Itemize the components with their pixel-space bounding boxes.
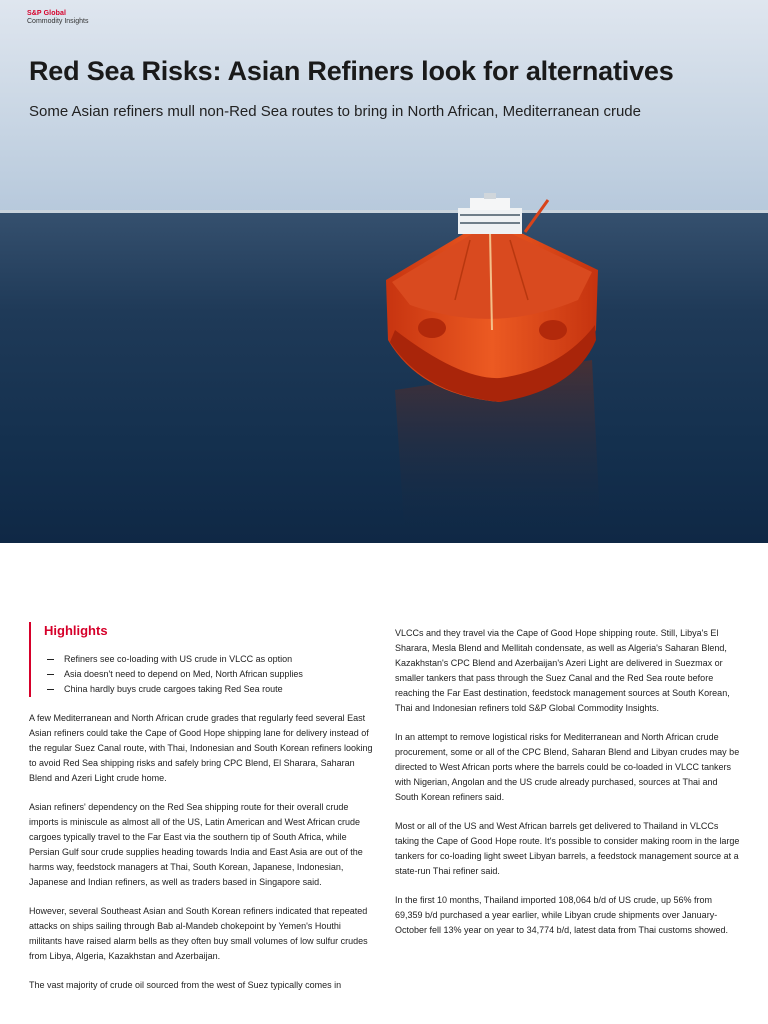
paragraph: However, several Southeast Asian and South Korean refiners indicated that repeated attacks on ships sailing through Bab al-Mandeb chokepoint by Yemen's Houthi militants have raised alarm bells as they often buy small volumes of low sulfur crudes from Libya, Algeria, Kazakhstan and Azerbaijan. bbox=[29, 906, 368, 961]
highlight-item: China hardly buys crude cargoes taking Red Sea route bbox=[44, 682, 374, 697]
page-title: Red Sea Risks: Asian Refiners look for alternatives bbox=[29, 56, 674, 86]
right-column bbox=[395, 626, 740, 952]
highlights-list bbox=[44, 652, 374, 697]
paragraph: In the first 10 months, Thailand imported 108,064 b/d of US crude, up 56% from 69,359 b/d purchased a year earlier, while Libyan crude shipments over January-October fell 13% year on year to 34,774 b/d, latest data from Thai customs showed. bbox=[395, 895, 729, 935]
highlight-item: Asia doesn't need to depend on Med, North African supplies bbox=[44, 667, 374, 682]
paragraph: VLCCs and they travel via the Cape of Good Hope shipping route. Still, Libya's El Sharara, Mesla Blend and Mellitah condensate, as well as Algeria's Saharan Blend, Kazakhstan's CPC Blend and Azerbaijan's Azeri Light are delivered in Suezmax or smaller tankers that pass through the Suez Canal and the Red Sea route before reaching the Far East destination, feedstock management sources at South Korean, Thai and Indonesian refiners told S&P Global Commodity Insights. bbox=[395, 628, 730, 713]
brand-subtitle: Commodity Insights bbox=[27, 18, 89, 25]
paragraph: A few Mediterranean and North African crude grades that regularly feed several East Asian refiners could take the Cape of Good Hope shipping lane for delivery instead of the regular Suez Canal route, with Thai, Indonesian and South Korean refiners looking to avoid Red Sea shipping risks and safely bring CPC Blend, El Sharara, Saharan Blend and Azeri Light crude home. bbox=[29, 713, 373, 783]
highlight-item: Refiners see co-loading with US crude in VLCC as option bbox=[44, 652, 374, 667]
highlights-title: Highlights bbox=[44, 623, 108, 638]
paragraph: In an attempt to remove logistical risks for Mediterranean and North African crude procurement, some or all of the CPC Blend, Saharan Blend and Libyan crudes may be directed to West African ports where the barrels could be co-loaded in VLCC tankers with Nigerian, Angolan and the US crude already purchased, sources at Thai and South Korean refiners said. bbox=[395, 732, 740, 802]
paragraph: Most or all of the US and West African barrels get delivered to Thailand in VLCCs taking the Cape of Good Hope route. It's possible to consider making room in the large tankers for co-loading light sweet Libyan barrels, a feedstock management source at a state-run Thai refiner said. bbox=[395, 821, 740, 876]
left-column bbox=[29, 622, 374, 1007]
page-subtitle: Some Asian refiners mull non-Red Sea routes to bring in North African, Mediterranean crude bbox=[29, 103, 641, 120]
paragraph: Asian refiners' dependency on the Red Sea shipping route for their overall crude imports is miniscule as almost all of the US, Latin American and West African crude cargoes typically travel to the Far East via the southern tip of South Africa, while Persian Gulf sour crude supplies heading towards India and East Asia are out of the harms way, feedstock managers at Thai, South Korean, Japanese, Indonesian, Japanese and Indian refiners, as well as traders based in Singapore said. bbox=[29, 802, 363, 887]
brand-logo bbox=[27, 10, 88, 26]
brand-name: S&P Global bbox=[27, 10, 66, 17]
paragraph: The vast majority of crude oil sourced from the west of Suez typically comes in bbox=[29, 980, 342, 990]
highlights-box bbox=[29, 622, 374, 697]
